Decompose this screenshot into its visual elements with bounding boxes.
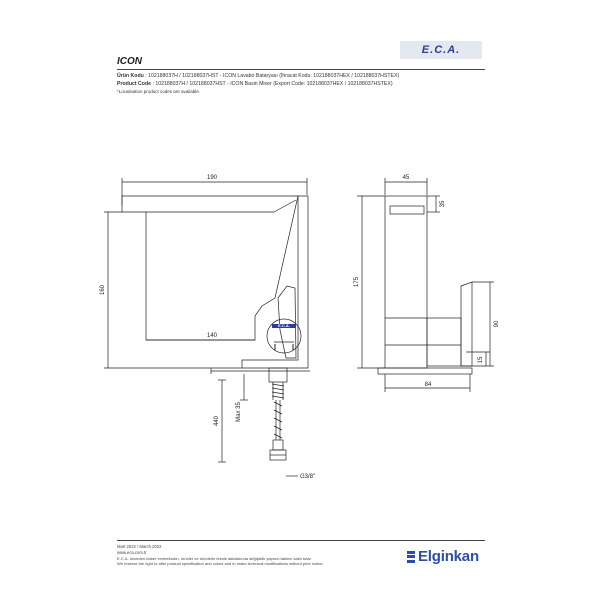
dim-base-depth: 84 [424,382,432,388]
dim-side-height: 175 [354,276,360,288]
dim-spout-reach: 140 [206,333,218,339]
footer-disclaimer-en: We reserve the right to alter product specification and colors and to make technical modifications without prior notice. [117,561,324,566]
footer-date: Mart 2022 / March 2022 [117,544,162,549]
elginkan-logo [407,548,479,565]
footer-disclaimer-tr: E.C.A. önceden haber vermeksizin, ürünler ve ürünlerin teknik datalarında değişiklik yapma hakkını saklı tutar. [117,556,312,561]
footer-website: www.eca.com.tr [117,550,147,555]
dim-hose-length: 440 [214,415,220,427]
dim-spout-thickness: 35 [440,200,446,208]
dim-handle-height: 90 [494,320,500,328]
product-title: ICON [117,56,142,67]
elginkan-logo-text: Elginkan [418,548,479,565]
dim-side-width: 45 [402,175,410,181]
product-code-en-label: Product Code [117,81,152,87]
product-code-en-value: : 102188037H / 102188037HST - ICON Basin Mixer (Export Code: 102188037HEX / 102188037HSTEX) [152,81,393,87]
handle-logo-text: E.C.A. [278,323,290,328]
dim-height-total: 160 [100,284,106,296]
dim-width-top: 190 [206,175,218,181]
eca-logo-text: E.C.A. [421,44,461,56]
footer-divider [117,540,485,541]
product-code-tr-value: : 102188037H / 102188037HST - ICON Lavabo Bataryası (İhracat Kodu: 102188037HEX / 102188037HSTEX) [143,73,400,79]
localisation-note: *Localisation product codes are available. [117,89,201,94]
dim-base-height: 15 [478,356,484,364]
product-code-tr-label: Ürün Kodu [117,73,144,79]
dim-thread: G3/8" [300,474,316,480]
dim-max-35: Max 35 [236,402,242,422]
elginkan-mark-icon [407,551,415,563]
